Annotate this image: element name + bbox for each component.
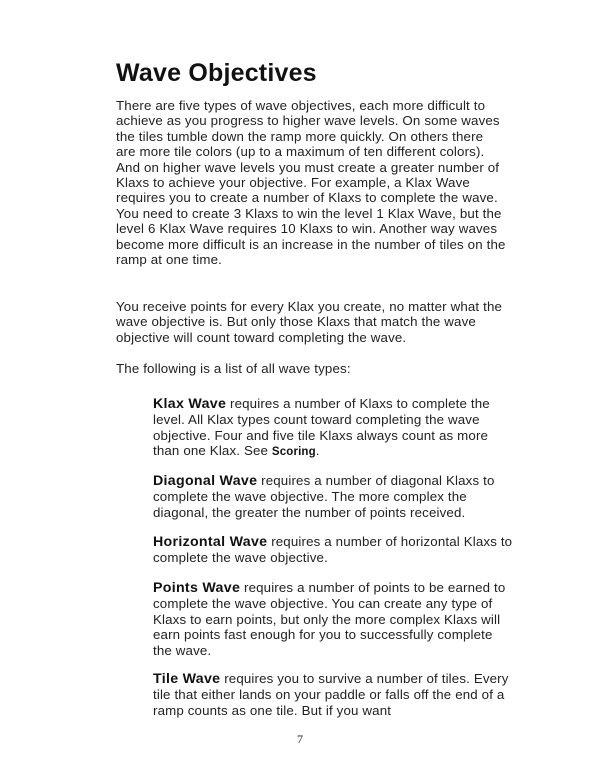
wave-type-term: Diagonal Wave — [153, 473, 258, 489]
wave-type-diagonal — [153, 473, 513, 520]
wave-type-points — [153, 580, 513, 658]
wave-type-klax — [153, 396, 513, 461]
wave-type-description: requires a number of diagonal Klaxs to complete the wave objective. The more complex the diagonal, the greater the number of points received. — [153, 473, 495, 520]
wave-type-term: Points Wave — [153, 580, 241, 596]
wave-type-term: Horizontal Wave — [153, 534, 268, 550]
wave-type-description-end: . — [315, 443, 320, 459]
scoring-reference: Scoring — [271, 446, 316, 459]
page-number: 7 — [297, 732, 303, 746]
wave-type-description: requires a number of Klaxs to complete the level. All Klax types count toward completing the wave objective. Four and five tile Klaxs always count as more than one Klax. See — [153, 396, 490, 459]
wave-type-description: requires a number of points to be earned to complete the wave objective. You can create any type of Klaxs to earn points, but only the more complex Klaxs will earn points fast enough for you to successfully complete the wave. — [153, 580, 506, 658]
wave-type-description: requires a number of horizontal Klaxs to complete the wave objective. — [153, 534, 513, 566]
wave-type-term: Tile Wave — [153, 671, 221, 687]
intro-paragraph: There are five types of wave objectives, each more difficult to achieve as you progress to higher wave levels. On some waves the tiles tumble down the ramp more quickly. On others there are more tile colors (up to a maximum of ten different colors). And on higher wave levels you must create a greater number of Klaxs to achieve your objective. For example, a Klax Wave requires you to create a number of Klaxs to complete the wave. You need to create 3 Klaxs to win the level 1 Klax Wave, but the level 6 Klax Wave requires 10 Klaxs to win. Another way waves become more difficult is an increase in the number of tiles on the ramp at one time. — [116, 98, 506, 268]
wave-type-tile — [153, 671, 513, 718]
points-paragraph: You receive points for every Klax you create, no matter what the wave objective is. But only those Klaxs that match the wave objective will count toward completing the wave. — [116, 299, 503, 345]
wave-type-term: Klax Wave — [153, 396, 227, 412]
section-heading: Wave Objectives — [116, 59, 317, 87]
wave-type-horizontal — [153, 534, 513, 566]
list-intro-paragraph: The following is a list of all wave types: — [116, 361, 351, 376]
wave-type-description: requires you to survive a number of tiles. Every tile that either lands on your paddle or falls off the end of a ramp counts as one tile. But if you want — [153, 671, 509, 718]
